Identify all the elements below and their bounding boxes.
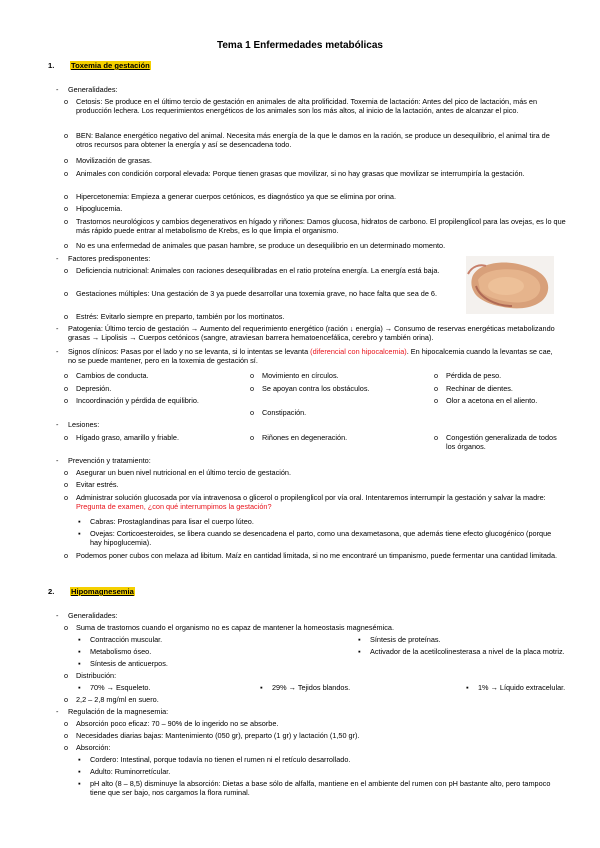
bullet-generalidades-2: - Generalidades: (56, 611, 118, 620)
list-item: o Olor a acetona en el aliento. (434, 396, 538, 405)
list-item: o Movilización de grasas. (64, 156, 152, 165)
list-item: o No es una enfermedad de animales que pasan hambre, se produce un desequilibrio en un determinado momento. (64, 241, 446, 250)
bullet-generalidades: - Generalidades: (56, 85, 118, 94)
list-item: o Animales con condición corporal elevada: Porque tienen grasas que movilizar, si no hay grasas que movilizar se interrumpiría la gestación. (64, 169, 525, 178)
list-item: ▪ pH alto (8 – 8,5) disminuye la absorción: Dietas a base sólo de alfalfa, mantiene en el ambiente del rumen con pH bastante alto, pero tampoco tiene que ser bajo, nos cargamos la flora ruminal. (78, 779, 551, 797)
list-item: o Asegurar un buen nivel nutricional en el último tercio de gestación. (64, 468, 291, 477)
list-item: ▪ Activador de la acetilcolinesterasa a nivel de la placa motriz. (358, 647, 565, 656)
list-item: o Gestaciones múltiples: Una gestación de 3 ya puede desarrollar una toxemia grave, no hace falta que sea de 6. (64, 289, 438, 298)
functions-columns (78, 635, 565, 672)
bullet-lesiones: - Lesiones: (56, 420, 100, 429)
bullet-signos-clinicos: - Signos clínicos: Pasas por el lado y no se levanta, si lo intentas se levanta (diferencial con hipocalcemia). En hipocalcemia cuando la levantas se cae, no se puede mantener, pero en la toxemia de gestación sí. (56, 347, 553, 365)
bullet-factores: - Factores predisponentes: (56, 254, 151, 263)
section-heading-2: 2. Hipomagnesemia (48, 587, 134, 596)
list-item: o Se apoyan contra los obstáculos. (250, 384, 370, 393)
list-item: o Constipación. (250, 408, 307, 417)
list-item: o Cambios de conducta. (64, 371, 149, 380)
list-item: ▪ Ovejas: Corticoesteroides, se libera cuando se desencadena el parto, como una dexametasona, que además tiene efecto glucogénico (porque hay hipoglucemia). (78, 529, 552, 547)
list-item: o Hígado graso, amarillo y friable. (64, 433, 180, 442)
list-item: o 2,2 – 2,8 mg/ml en suero. (64, 695, 159, 704)
list-item: o Incoordinación y pérdida de equilibrio. (64, 396, 199, 405)
distribution-columns (78, 683, 566, 696)
list-item: ▪ Síntesis de anticuerpos. (78, 659, 168, 668)
bullet-regulacion: - Regulación de la magnesemia: (56, 707, 169, 716)
list-item: o Distribución: (64, 671, 117, 680)
list-item: o Congestión generalizada de todos los órganos. (434, 433, 557, 451)
list-item: o Evitar estrés. (64, 480, 119, 489)
list-item: o Hipercetonemia: Empieza a generar cuerpos cetónicos, es diagnóstico ya que se elimina por orina. (64, 192, 397, 201)
list-item: o Pérdida de peso. (434, 371, 502, 380)
lesiones-columns (64, 433, 566, 458)
list-item: o Rechinar de dientes. (434, 384, 513, 393)
list-item: ▪ Cordero: Intestinal, porque todavía no tienen el rumen ni el retículo desarrollado. (78, 755, 351, 764)
list-item: o Cetosis: Se produce en el último tercio de gestación en animales de alta prolificidad. Toxemia de lactación: Antes del pico de lactación, más en producción lechera. Los requerimientos energéticos de los animales son los más altos, al inicio de la lactación, antes de alcanzar el pico. (64, 97, 538, 115)
bullet-prevencion: - Prevención y tratamiento: (56, 456, 151, 465)
list-item: o Riñones en degeneración. (250, 433, 348, 442)
list-item: ▪ Cabras: Prostaglandinas para lisar el cuerpo lúteo. (78, 517, 254, 526)
page-title: Tema 1 Enfermedades metabólicas (217, 40, 383, 51)
list-item: o Administrar solución glucosada por vía intravenosa o glicerol o propilenglicol por vía oral. Intentaremos interrumpir la gestación y salvar la madre: Pregunta de examen, ¿con qué interrumpimos la gestación? (64, 493, 546, 511)
list-item: o Absorción: (64, 743, 111, 752)
list-item: ▪ 70% → Esqueleto. (78, 683, 151, 692)
bullet-patogenia: - Patogenia: Último tercio de gestación → Aumento del requerimiento energético (ración ↓ energía) → Consumo de reservas energéticas metabolizando grasas → Lipolisis → Cuerpos cetónicos (sangre, atraviesan barrera hematoencefálica, cerebro y también orina). (56, 324, 555, 342)
list-item: ▪ Metabolismo óseo. (78, 647, 152, 656)
list-item: o Suma de trastornos cuando el organismo no es capaz de mantener la homeostasis magnesémica. (64, 623, 394, 632)
fatty-liver-image (466, 256, 554, 314)
list-item: ▪ Contracción muscular. (78, 635, 163, 644)
list-item: ▪ 1% → Líquido extracelular. (466, 683, 566, 692)
list-item: o Depresión. (64, 384, 112, 393)
list-item: ▪ 29% → Tejidos blandos. (260, 683, 351, 692)
list-item: o Movimiento en círculos. (250, 371, 339, 380)
list-item: ▪ Adulto: Ruminorretícular. (78, 767, 171, 776)
list-item: o Deficiencia nutricional: Animales con raciones desequilibradas en el ratio proteína energía. La energía está baja. (64, 266, 440, 275)
list-item: o Podemos poner cubos con melaza ad libitum. Maíz en cantidad limitada, si no me encontraré un timpanismo, puede fermentar una cantidad limitada. (64, 551, 558, 560)
list-item: ▪ Síntesis de proteínas. (358, 635, 441, 644)
list-item: o Necesidades diarias bajas: Mantenimiento (050 gr), preparto (1 gr) y lactación (1,50 gr). (64, 731, 360, 740)
list-item: o Estrés: Evitarlo siempre en preparto, también por los mortinatos. (64, 312, 285, 321)
list-item: o BEN: Balance energético negativo del animal. Necesita más energía de la que le damos en la ración, se produce un desequilibrio, el animal tira de otros recursos para obtener la energía y así se desencadena todo. (64, 131, 550, 149)
list-item: o Hipoglucemia. (64, 204, 123, 213)
list-item: o Trastornos neurológicos y cambios degenerativos en hígado y riñones: Damos glucosa, hidratos de carbono. El propilenglicol para las ovejas, es lo que más rápido puede entrar al metabolismo de Krebs, es lo que limpia el organismo. (64, 217, 566, 235)
list-item: o Absorción poco eficaz: 70 – 90% de lo ingerido no se absorbe. (64, 719, 279, 728)
signos-columns (64, 371, 566, 417)
section-heading-1: 1. Toxemia de gestación (48, 61, 150, 70)
